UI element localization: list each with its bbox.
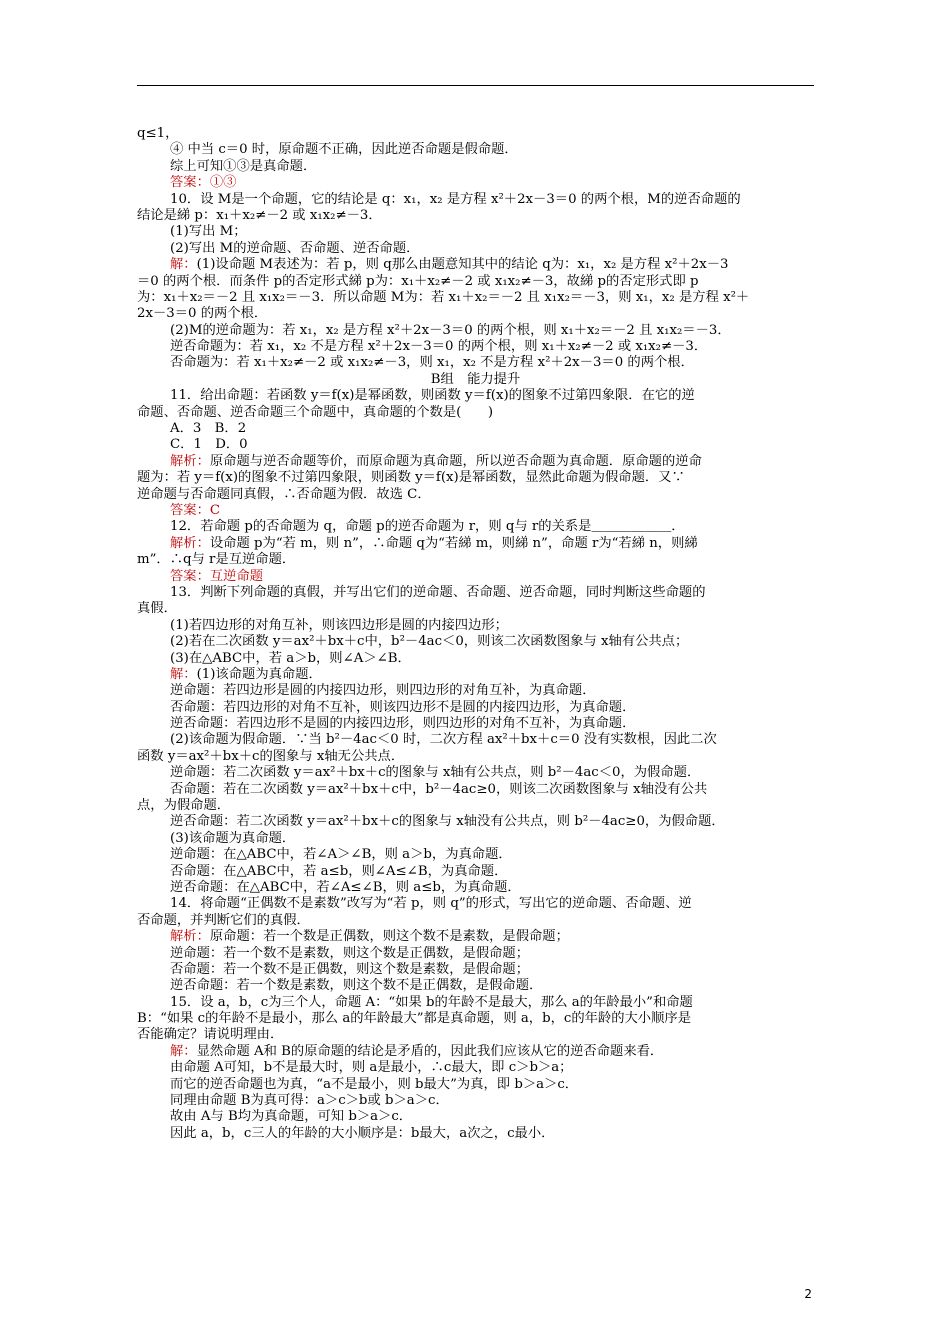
line-text: 逆否命题：若二次函数 y＝ax²＋bx＋c的图象与 x轴没有公共点，则 b²－4ac≥0，为假命题．	[170, 814, 725, 830]
text-line	[137, 421, 814, 437]
section-heading	[137, 372, 814, 388]
line-text: 逆否命题：在△ABC中，若∠A≤∠B，则 a≤b，为真命题．	[170, 879, 521, 895]
line-text: 显然命题 A和 B的原命题的结论是矛盾的，因此我们应该从它的逆否命题来看．	[196, 1043, 664, 1059]
line-text: B组 能力提升	[430, 371, 521, 387]
line-text: 由命题 A可知，b不是最大时，则 a是最小，∴c最大，即 c＞b＞a；	[170, 1060, 573, 1076]
text-line	[137, 1027, 814, 1043]
line-text: q≤1，	[137, 126, 179, 141]
text-line	[137, 274, 814, 290]
text-line	[137, 1126, 814, 1142]
text-line	[137, 1011, 814, 1027]
text-line	[137, 1060, 814, 1076]
line-text: 逆命题：若四边形是圆的内接四边形，则四边形的对角互补，为真命题．	[170, 683, 596, 699]
answer-label: 解：	[170, 666, 197, 682]
text-line	[137, 519, 814, 535]
line-text: 否命题：若一个数不是正偶数，则这个数是素数，是假命题；	[170, 961, 530, 977]
text-line	[137, 618, 814, 634]
text-line	[137, 896, 814, 912]
text-line	[137, 257, 814, 273]
line-text: 故由 A与 B均为真命题，可知 b＞a＞c．	[170, 1109, 413, 1125]
line-text: (1)设命题 M表述为：若 p，则 q那么由题意知其中的结论 q为：x₁，x₂ 是方程 x²＋2x－3	[196, 257, 729, 273]
text-line	[137, 208, 814, 224]
text-line	[137, 405, 814, 421]
text-line	[137, 765, 814, 781]
text-line	[137, 1044, 814, 1060]
line-text: (2)M的逆命题为：若 x₁，x₂ 是方程 x²＋2x－3＝0 的两个根，则 x₁＋x₂＝－2 且 x₁x₂＝－3．	[170, 322, 731, 338]
text-line	[137, 470, 814, 486]
line-text: 否命题：在△ABC中，若 a≤b，则∠A≤∠B，为真命题．	[170, 863, 508, 879]
text-line	[137, 749, 814, 765]
text-line	[137, 798, 814, 814]
line-text: 同理由命题 B为真可得：a＞c＞b或 b＞a＞c．	[170, 1093, 449, 1109]
line-text: 逆命题与否命题同真假，∴否命题为假．故选 C．	[137, 486, 431, 502]
text-line	[137, 978, 814, 994]
text-line	[137, 487, 814, 503]
line-text: 否命题为：若 x₁＋x₂≠－2 或 x₁x₂≠－3，则 x₁，x₂ 不是方程 x²＋2x－3＝0 的两个根．	[170, 355, 694, 371]
line-text: 逆否命题：若一个数是素数，则这个数不是正偶数，是假命题．	[170, 978, 543, 994]
text-line	[137, 552, 814, 568]
answer-label: 解：	[170, 257, 197, 273]
line-text: 否能确定？请说明理由．	[137, 1027, 284, 1043]
line-text: 设命题 p为“若 m，则 n”，∴命题 q为“若綈 m，则綈 n”，命题 r为“若綈 n，则綈	[209, 535, 698, 551]
text-line	[137, 946, 814, 962]
answer-label: 答案：	[170, 175, 210, 191]
text-line	[137, 962, 814, 978]
line-text: 点，为假命题．	[137, 798, 231, 814]
text-line	[137, 355, 814, 371]
line-text: 13．判断下列命题的真假，并写出它们的逆命题、否命题、逆否命题，同时判断这些命题的	[170, 584, 706, 600]
document-body	[137, 126, 814, 1142]
line-text: (2)写出 M的逆命题、否命题、逆否命题．	[170, 240, 420, 256]
text-line	[137, 241, 814, 257]
text-line	[137, 667, 814, 683]
line-text: (2)若在二次函数 y＝ax²＋bx＋c中，b²－4ac＜0，则该二次函数图象与 x轴有公共点；	[170, 634, 689, 650]
line-text: 因此 a，b，c三人的年龄的大小顺序是：b最大，a次之，c最小．	[170, 1125, 555, 1141]
text-line	[137, 913, 814, 929]
line-text: 题为：若 y＝f(x)的图象不过第四象限，则函数 y＝f(x)是幂函数，显然此命题为假命题．又∵	[137, 470, 685, 486]
line-text: 逆否命题：若四边形不是圆的内接四边形，则四边形的对角不互补，为真命题．	[170, 716, 636, 732]
line-text: 逆命题：若一个数不是素数，则这个数是正偶数，是假命题；	[170, 945, 530, 961]
text-line	[137, 503, 814, 519]
text-line	[137, 700, 814, 716]
line-text: (3)在△ABC中，若 a＞b，则∠A＞∠B．	[170, 650, 411, 666]
line-text: m”．∴q与 r是互逆命题．	[137, 552, 296, 568]
text-line	[137, 847, 814, 863]
answer-label: 答案：	[170, 568, 210, 584]
line-text: C	[209, 502, 221, 518]
text-line	[137, 142, 814, 158]
line-text: (2)该命题为假命题．∵当 b²－4ac＜0 时，二次方程 ax²＋bx＋c＝0 没有实数根，因此二次	[170, 732, 717, 748]
text-line	[137, 1093, 814, 1109]
line-text: C．1 D．0	[170, 437, 248, 453]
text-line	[137, 454, 814, 470]
line-text: 原命题与逆否命题等价，而原命题为真命题，所以逆否命题为真命题．原命题的逆命	[209, 453, 702, 469]
text-line	[137, 437, 814, 453]
header-rule	[137, 85, 814, 86]
answer-label: 解析：	[170, 453, 210, 469]
text-line	[137, 814, 814, 830]
line-text: 逆命题：在△ABC中，若∠A＞∠B，则 a＞b，为真命题．	[170, 847, 512, 863]
text-line	[137, 323, 814, 339]
text-line	[137, 601, 814, 617]
text-line	[137, 585, 814, 601]
line-text: 而它的逆否命题也为真，“a不是最小，则 b最大”为真，即 b＞a＞c．	[170, 1076, 579, 1092]
line-text: ④ 中当 c＝0 时，原命题不正确，因此逆否命题是假命题．	[170, 142, 518, 158]
text-line	[137, 192, 814, 208]
line-text: 10．设 M是一个命题，它的结论是 q：x₁，x₂ 是方程 x²＋2x－3＝0 的两个根，M的逆否命题的	[170, 191, 741, 207]
answer-label: 解：	[170, 1043, 197, 1059]
page-number: 2	[804, 1287, 812, 1301]
text-line	[137, 536, 814, 552]
line-text: (1)若四边形的对角互补，则该四边形是圆的内接四边形；	[170, 617, 508, 633]
text-line	[137, 929, 814, 945]
line-text: 函数 y＝ax²＋bx＋c的图象与 x轴无公共点．	[137, 748, 405, 764]
line-text: 否命题，并判断它们的真假．	[137, 912, 310, 928]
text-line	[137, 569, 814, 585]
text-line	[137, 995, 814, 1011]
line-text: 12．若命题 p的否命题为 q，命题 p的逆否命题为 r，则 q与 r的关系是＿＿＿＿＿＿．	[170, 519, 685, 535]
answer-label: 解析：	[170, 535, 210, 551]
line-text: 2x－3＝0 的两个根．	[137, 306, 268, 322]
line-text: 真假．	[137, 601, 177, 617]
line-text: 原命题：若一个数是正偶数，则这个数不是素数，是假命题；	[209, 929, 569, 945]
text-line	[137, 175, 814, 191]
line-text: ①③	[209, 175, 237, 191]
text-line	[137, 782, 814, 798]
text-line	[137, 864, 814, 880]
text-line	[137, 224, 814, 240]
text-line	[137, 388, 814, 404]
line-text: 互逆命题	[209, 568, 264, 584]
text-line	[137, 339, 814, 355]
line-text: 为：x₁＋x₂＝－2 且 x₁x₂＝－3．所以命题 M为：若 x₁＋x₂＝－2 且 x₁x₂＝－3，则 x₁，x₂ 是方程 x²＋	[137, 289, 750, 305]
text-line	[137, 634, 814, 650]
line-text: 15．设 a，b，c为三个人，命题 A：“如果 b的年龄不是最大，那么 a的年龄最小”和命题	[170, 994, 693, 1010]
answer-label: 答案：	[170, 502, 210, 518]
line-text: 否命题：若四边形的对角不互补，则该四边形不是圆的内接四边形，为真命题．	[170, 699, 636, 715]
line-text: (3)该命题为真命题．	[170, 830, 296, 846]
text-line	[137, 732, 814, 748]
text-line	[137, 159, 814, 175]
line-text: 综上可知①③是真命题．	[170, 158, 317, 174]
text-line	[137, 1077, 814, 1093]
text-line	[137, 683, 814, 699]
text-line	[137, 831, 814, 847]
line-text: 11．给出命题：若函数 y＝f(x)是幂函数，则函数 y＝f(x)的图象不过第四象限．在它的逆	[170, 388, 695, 404]
line-text: (1)写出 M；	[170, 224, 247, 240]
line-text: 14．将命题“正偶数不是素数”改写为“若 p，则 q”的形式，写出它的逆命题、否命题、逆	[170, 896, 692, 912]
line-text: 逆命题：若二次函数 y＝ax²＋bx＋c的图象与 x轴有公共点，则 b²－4ac＜0，为假命题．	[170, 765, 701, 781]
text-line	[137, 1109, 814, 1125]
line-text: 逆否命题为：若 x₁，x₂ 不是方程 x²＋2x－3＝0 的两个根，则 x₁＋x₂≠－2 或 x₁x₂≠－3．	[170, 339, 708, 355]
line-text: 命题、否命题、逆否命题三个命题中，真命题的个数是( )	[137, 404, 494, 420]
text-line	[137, 716, 814, 732]
answer-label: 解析：	[170, 929, 210, 945]
text-line	[137, 880, 814, 896]
text-line	[137, 651, 814, 667]
text-line	[137, 306, 814, 322]
text-line	[137, 126, 814, 142]
line-text: B：“如果 c的年龄不是最小，那么 a的年龄最大”都是真命题，则 a，b，c的年龄的大小顺序是	[137, 1011, 691, 1027]
line-text: (1)该命题为真命题．	[196, 666, 322, 682]
text-line	[137, 290, 814, 306]
line-text: 否命题：若在二次函数 y＝ax²＋bx＋c中，b²－4ac≥0，则该二次函数图象与 x轴没有公共	[170, 781, 708, 797]
line-text: ＝0 的两个根．而条件 p的否定形式綈 p为：x₁＋x₂≠－2 或 x₁x₂≠－3，故綈 p的否定形式即 p	[137, 273, 699, 289]
line-text: 结论是綈 p：x₁＋x₂≠－2 或 x₁x₂≠－3．	[137, 207, 382, 223]
line-text: A．3 B．2	[170, 421, 247, 437]
